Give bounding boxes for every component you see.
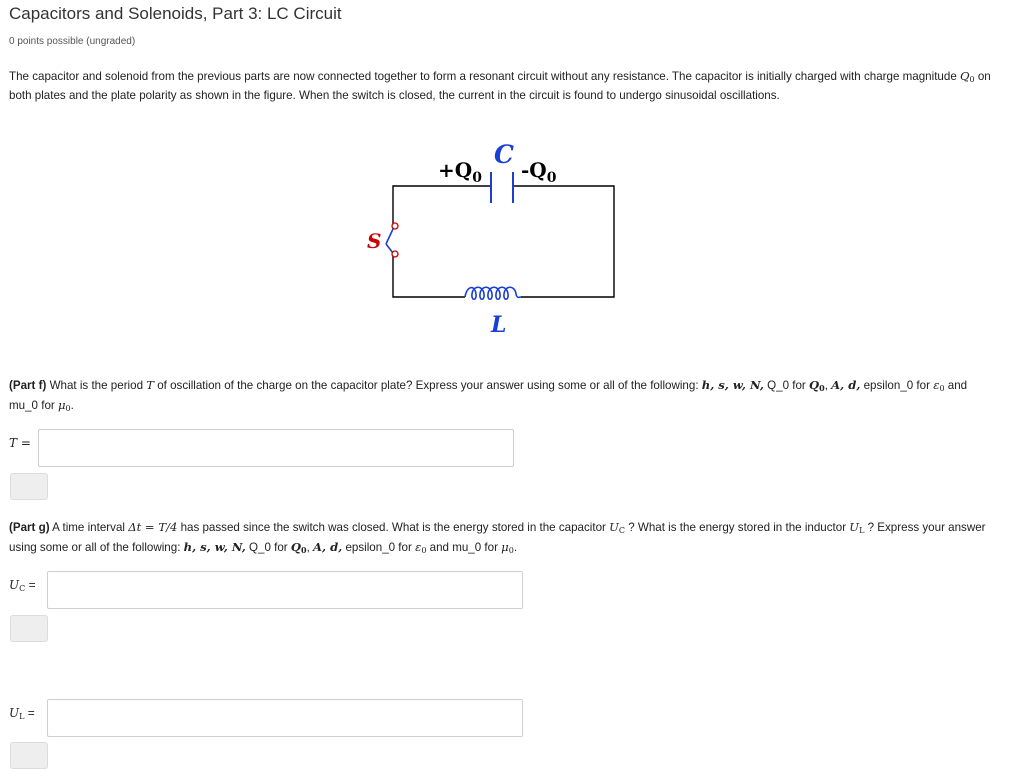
inductor-label: L [491, 312, 507, 338]
part-g-question: (Part g) A time interval Δt = T/4 has passed since the switch was closed. What is the energy stored in the capacitor $U_C$ ? What is the energy stored in the inductor $U_L$ ? Express your answer using some or all of the following: h, s, w, N, Q_0 for $Q_0$, A, d, epsilon_0 for $\varepsilon_0$ and mu_0 for $\mu_0$. [9, 520, 986, 555]
page-title: Capacitors and Solenoids, Part 3: LC Circuit [9, 4, 342, 23]
submit-button-ul[interactable] [10, 742, 48, 769]
submit-button-part-f[interactable] [10, 473, 48, 500]
capacitor-symbol [491, 172, 513, 203]
inductor-symbol [465, 287, 521, 299]
lc-circuit-diagram [0, 0, 1024, 360]
part-f-question: (Part f) What is the period T of oscillation of the charge on the capacitor plate? Express your answer using some or all of the following: h, s, w, N, Q_0 for $Q_0$, A, d, epsilon_0 for $\varepsilon_0$ and mu_0 for $\mu_0$. [9, 378, 968, 413]
minus-charge-label: $-Q_0$ [521, 158, 557, 186]
plus-charge-label: $+Q_0$ [438, 158, 482, 186]
circuit-wires [393, 186, 614, 297]
answer-input-ul[interactable] [47, 699, 523, 737]
answer-input-t[interactable] [38, 429, 514, 467]
answer-label-t: T = [9, 436, 31, 450]
answer-input-uc[interactable] [47, 571, 523, 609]
answer-label-uc: $U_C$ = [9, 578, 36, 593]
points-info: 0 points possible (ungraded) [9, 36, 136, 47]
switch-label: S [367, 229, 382, 253]
answer-label-ul: $U_L$ = [9, 706, 35, 721]
capacitor-label: C [494, 140, 514, 169]
problem-description: The capacitor and solenoid from the previous parts are now connected together to form a resonant circuit without any resistance. The capacitor is initially charged with charge magnitude $Q_0$ on both plates and the plate polarity as shown in the figure. When the switch is closed, the current in the circuit is found to undergo sinusoidal oscillations. [9, 69, 991, 102]
switch-symbol [386, 223, 398, 257]
submit-button-uc[interactable] [10, 615, 48, 642]
